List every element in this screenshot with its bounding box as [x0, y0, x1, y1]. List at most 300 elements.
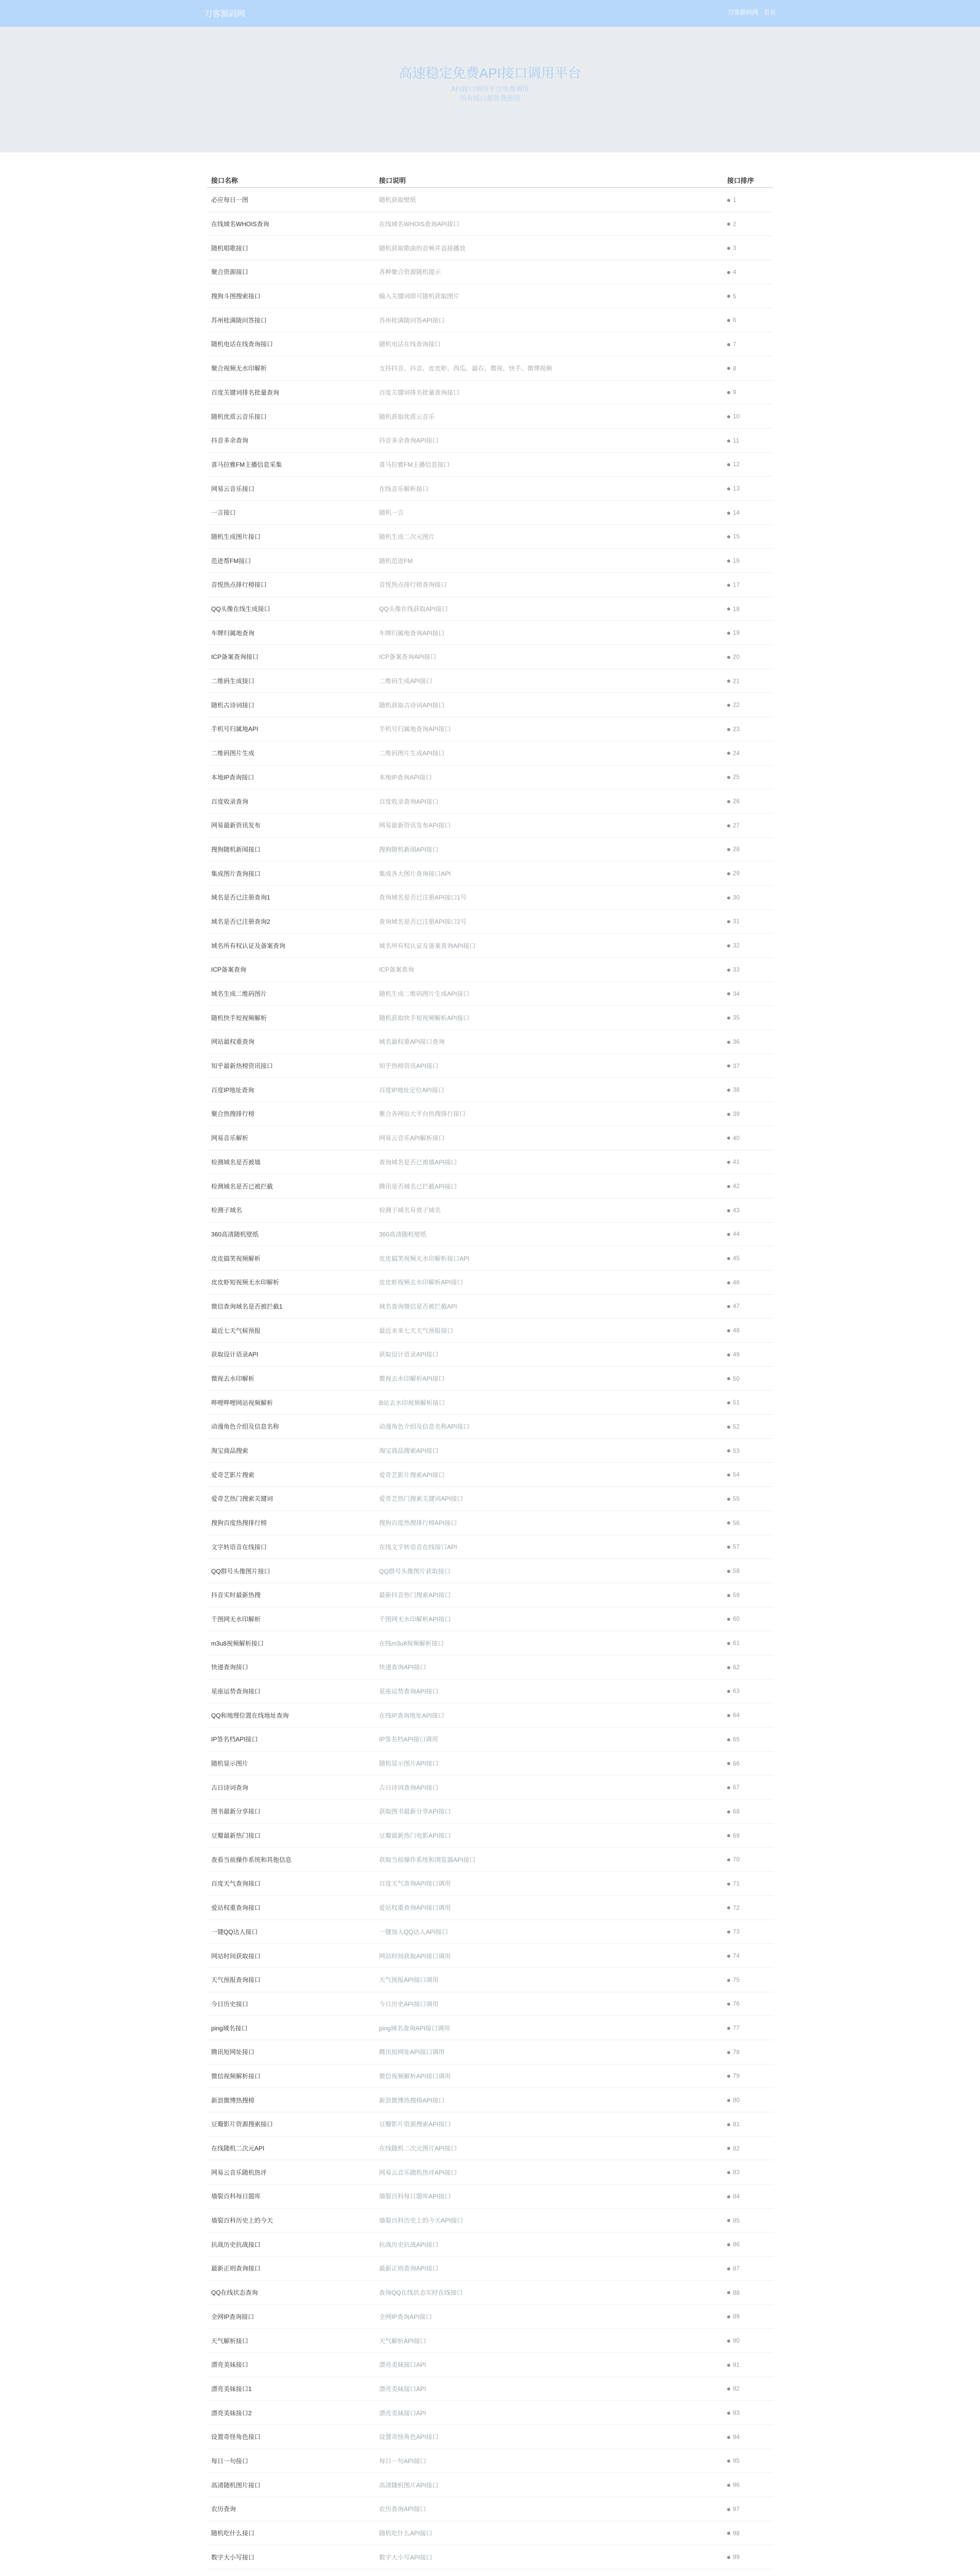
api-order-cell	[723, 2136, 773, 2160]
table-row[interactable]	[207, 1703, 773, 1727]
api-order: 71	[733, 1879, 740, 1887]
table-row[interactable]	[207, 621, 773, 645]
table-row[interactable]	[207, 1246, 773, 1270]
api-order: 13	[733, 485, 740, 493]
api-name[interactable]: 快递查询接口	[207, 1655, 375, 1679]
api-description: QQ群号头像图片获取接口	[375, 1559, 723, 1583]
table-row[interactable]	[207, 693, 773, 717]
order-dot-icon	[727, 1930, 730, 1934]
table-row[interactable]	[207, 669, 773, 693]
api-order-cell	[723, 1535, 773, 1559]
api-order: 48	[733, 1327, 740, 1334]
api-description: 每日一句API接口	[375, 2449, 723, 2473]
api-name[interactable]	[207, 2569, 375, 2576]
api-name[interactable]: 聚合热搜排行榜	[207, 1102, 375, 1126]
api-description: 检测子域名有效子域名	[375, 1198, 723, 1222]
api-order: 79	[733, 2072, 740, 2080]
api-name[interactable]: 漂亮美妹接口2	[207, 2401, 375, 2425]
api-name[interactable]: 皮皮搞笑视频解析	[207, 1246, 375, 1270]
table-row[interactable]	[207, 1920, 773, 1944]
api-description: 全网IP查询API接口	[375, 2304, 723, 2329]
order-dot-icon	[727, 560, 730, 563]
api-description: 漂亮美妹接口API	[375, 2401, 723, 2425]
table-row[interactable]	[207, 1872, 773, 1896]
order-dot-icon	[727, 1449, 730, 1452]
order-dot-icon	[727, 2291, 730, 2294]
api-name[interactable]: 网易云音乐接口	[207, 477, 375, 501]
api-order: 97	[733, 2505, 740, 2513]
table-row[interactable]	[207, 2377, 773, 2401]
table-row[interactable]	[207, 1078, 773, 1102]
api-name[interactable]: 百度IP地址查询	[207, 1078, 375, 1102]
table-row[interactable]	[207, 981, 773, 1006]
api-name[interactable]: 最近七天气候预报	[207, 1318, 375, 1343]
api-name[interactable]: 域名是否已注册查询1	[207, 885, 375, 909]
api-order-cell	[723, 1631, 773, 1655]
table-row[interactable]	[207, 2304, 773, 2329]
api-name[interactable]: 域名生成二维码图片	[207, 981, 375, 1006]
api-name[interactable]: 网站时间获取接口	[207, 1944, 375, 1968]
api-description: 随机范进FM	[375, 549, 723, 573]
api-name[interactable]: 天气预报查询接口	[207, 1968, 375, 1992]
table-row[interactable]	[207, 1343, 773, 1367]
api-order-cell	[723, 1415, 773, 1439]
api-name[interactable]: 爱奇艺热门搜索关键词	[207, 1487, 375, 1511]
api-name[interactable]: 一言接口	[207, 500, 375, 524]
api-name[interactable]: 360高清随机壁纸	[207, 1222, 375, 1246]
table-row[interactable]	[207, 597, 773, 621]
order-dot-icon	[727, 752, 730, 755]
order-dot-icon	[727, 1883, 730, 1886]
api-order-cell	[723, 2377, 773, 2401]
table-row[interactable]	[207, 2184, 773, 2209]
api-order: 95	[733, 2457, 740, 2465]
table-row[interactable]	[207, 1198, 773, 1222]
api-name[interactable]: 检测子域名	[207, 1198, 375, 1222]
api-order-cell	[723, 332, 773, 357]
api-name[interactable]: ICP备案查询	[207, 958, 375, 982]
api-name[interactable]: 抖音多余查询	[207, 428, 375, 452]
api-order: 2	[733, 220, 736, 228]
api-name[interactable]: 皮皮虾短视频无水印解析	[207, 1270, 375, 1294]
api-name[interactable]: 搜狗百度热搜排行榜	[207, 1511, 375, 1535]
table-row[interactable]	[207, 1823, 773, 1848]
api-order-cell	[723, 1800, 773, 1824]
table-row[interactable]	[207, 1054, 773, 1078]
table-row[interactable]	[207, 2257, 773, 2281]
table-row[interactable]	[207, 2545, 773, 2569]
table-row[interactable]	[207, 188, 773, 212]
api-name[interactable]: 百度收录查询	[207, 789, 375, 814]
api-name[interactable]: 漂亮美妹接口	[207, 2352, 375, 2377]
table-row[interactable]	[207, 549, 773, 573]
order-dot-icon	[727, 944, 730, 947]
order-dot-icon	[727, 295, 730, 298]
api-description: 获取图书最新分享API接口	[375, 1800, 723, 1824]
order-dot-icon	[727, 1353, 730, 1357]
api-name[interactable]: 搜狗随机新闻接口	[207, 837, 375, 861]
api-name[interactable]: 网站最权重查询	[207, 1030, 375, 1054]
table-row[interactable]	[207, 717, 773, 741]
api-name[interactable]: 聚合视频无水印解析	[207, 356, 375, 380]
api-name[interactable]: 在线域名WHOIS查询	[207, 212, 375, 236]
api-order-cell	[723, 1054, 773, 1078]
api-name[interactable]: 网易最新资讯发布	[207, 813, 375, 837]
api-name[interactable]: 手机号归属地API	[207, 717, 375, 741]
order-dot-icon	[727, 2387, 730, 2391]
api-name[interactable]: 随机唱歌接口	[207, 236, 375, 260]
api-description: 豆瓣最新热门电影API接口	[375, 1823, 723, 1848]
table-row[interactable]	[207, 1631, 773, 1655]
api-description: 聚合各网站大平台热搜排行接口	[375, 1102, 723, 1126]
table-row[interactable]	[207, 1438, 773, 1463]
api-order: 75	[733, 1976, 740, 1984]
api-order: 91	[733, 2361, 740, 2368]
api-order: 93	[733, 2409, 740, 2417]
top-nav-links[interactable]: 刀客源码网 · 首页	[727, 9, 776, 16]
table-row[interactable]	[207, 2280, 773, 2304]
table-row[interactable]	[207, 2040, 773, 2064]
api-order-cell	[723, 1920, 773, 1944]
api-description: 网站时间获取API接口调用	[375, 1944, 723, 1968]
table-row[interactable]	[207, 2569, 773, 2576]
table-row[interactable]	[207, 2521, 773, 2545]
api-description: 腾讯是否域名已拦截API接口	[375, 1174, 723, 1198]
api-name[interactable]: 墙裂百科每日题库	[207, 2184, 375, 2209]
api-name[interactable]: 微信查询域名是否被拦截1	[207, 1294, 375, 1318]
table-row[interactable]	[207, 1727, 773, 1752]
table-row[interactable]	[207, 452, 773, 477]
table-row[interactable]	[207, 645, 773, 669]
table-row[interactable]	[207, 1294, 773, 1318]
api-order-cell	[723, 2064, 773, 2088]
order-dot-icon	[727, 2532, 730, 2535]
api-description: 古日诗词查询API接口	[375, 1775, 723, 1800]
api-order: 44	[733, 1230, 740, 1238]
table-row[interactable]	[207, 1655, 773, 1679]
api-name[interactable]: 新浪微博热搜榜	[207, 2088, 375, 2112]
api-description: 各种聚合资源随机提示	[375, 260, 723, 284]
table-row[interactable]	[207, 1848, 773, 1872]
table-row[interactable]	[207, 1030, 773, 1054]
api-description: 域名最权重API接口查询	[375, 1030, 723, 1054]
table-row[interactable]	[207, 2449, 773, 2473]
api-description: 数字大小写API接口	[375, 2545, 723, 2569]
api-name[interactable]: 淘宝商品搜索	[207, 1438, 375, 1463]
api-description: 墙裂百科历史上的今天API接口	[375, 2208, 723, 2232]
api-name[interactable]: 微视去水印解析	[207, 1366, 375, 1391]
api-name[interactable]: 天气解析接口	[207, 2329, 375, 2353]
api-name[interactable]: 千图网无水印解析	[207, 1607, 375, 1631]
api-name[interactable]: 爱站权重查询接口	[207, 1895, 375, 1920]
api-order-cell	[723, 188, 773, 212]
table-row[interactable]	[207, 1318, 773, 1343]
table-row[interactable]	[207, 789, 773, 814]
api-name[interactable]: 知乎最新热榜资讯接口	[207, 1054, 375, 1078]
api-order: 57	[733, 1543, 740, 1551]
api-name[interactable]: 豆瓣最新热门接口	[207, 1823, 375, 1848]
order-dot-icon	[727, 2099, 730, 2102]
api-name[interactable]: 全网IP查询接口	[207, 2304, 375, 2329]
api-order: 30	[733, 893, 740, 901]
api-order-cell	[723, 1727, 773, 1752]
api-name[interactable]: 农历查询	[207, 2497, 375, 2521]
table-row[interactable]	[207, 2497, 773, 2521]
api-order: 16	[733, 557, 740, 565]
api-name[interactable]: 喜马拉雅FM主播信息采集	[207, 452, 375, 477]
order-dot-icon	[727, 463, 730, 466]
api-order: 52	[733, 1422, 740, 1430]
api-name[interactable]: 今日历史接口	[207, 1992, 375, 2016]
order-dot-icon	[727, 1762, 730, 1765]
api-name[interactable]: 范进帮FM接口	[207, 549, 375, 573]
table-row[interactable]	[207, 573, 773, 597]
table-row[interactable]	[207, 934, 773, 958]
order-dot-icon	[727, 1113, 730, 1116]
table-row[interactable]	[207, 1775, 773, 1800]
api-name[interactable]: 墙裂百科历史上的今天	[207, 2208, 375, 2232]
table-row[interactable]	[207, 2064, 773, 2088]
api-name[interactable]: 星座运势查询接口	[207, 1679, 375, 1703]
api-name[interactable]: QQ群号头像图片接口	[207, 1559, 375, 1583]
api-name[interactable]: 集成图片查询接口	[207, 861, 375, 886]
table-row[interactable]	[207, 1751, 773, 1775]
api-order: 98	[733, 2529, 740, 2537]
api-name[interactable]: 每日一句接口	[207, 2449, 375, 2473]
api-name[interactable]: 音悦热点排行榜接口	[207, 573, 375, 597]
table-row[interactable]	[207, 380, 773, 404]
order-dot-icon	[727, 512, 730, 515]
table-row[interactable]	[207, 2401, 773, 2425]
api-name[interactable]: 文字转语音在线接口	[207, 1535, 375, 1559]
api-name[interactable]: 随机显示图片	[207, 1751, 375, 1775]
api-description: 支持抖音、抖音、皮皮虾、西瓜、最右、微视、快手、微博视频	[375, 356, 723, 380]
api-order-cell	[723, 1270, 773, 1294]
api-name[interactable]: 二维码图片生成	[207, 741, 375, 765]
table-row[interactable]	[207, 1222, 773, 1246]
order-dot-icon	[727, 1233, 730, 1236]
api-name[interactable]: ping域名接口	[207, 2016, 375, 2040]
api-name[interactable]: 车牌归属地查询	[207, 621, 375, 645]
api-order-cell	[723, 2545, 773, 2569]
api-description: 最近未来七天天气预报接口	[375, 1318, 723, 1343]
api-name[interactable]: 动漫角色介绍及信息名称	[207, 1415, 375, 1439]
api-order: 70	[733, 1856, 740, 1863]
order-dot-icon	[727, 2267, 730, 2270]
table-row[interactable]	[207, 212, 773, 236]
api-name[interactable]: 设置奇怪角色接口	[207, 2425, 375, 2449]
order-dot-icon	[727, 2315, 730, 2318]
table-row[interactable]	[207, 885, 773, 909]
api-name[interactable]: 网易音乐解析	[207, 1126, 375, 1150]
api-name[interactable]: 随机快手短视频解析	[207, 1006, 375, 1030]
api-name[interactable]: 在线随机二次元API	[207, 2136, 375, 2160]
api-name[interactable]: m3u8视频解析接口	[207, 1631, 375, 1655]
api-name[interactable]: 搜狗斗图搜索接口	[207, 284, 375, 308]
table-row[interactable]	[207, 1150, 773, 1174]
table-row[interactable]	[207, 477, 773, 501]
order-dot-icon	[727, 1546, 730, 1549]
api-name[interactable]: 数字大小写接口	[207, 2545, 375, 2569]
table-row[interactable]	[207, 837, 773, 861]
api-name[interactable]: 随机电话在线查询接口	[207, 332, 375, 357]
table-row[interactable]	[207, 2208, 773, 2232]
table-row[interactable]	[207, 813, 773, 837]
api-name[interactable]: 本地IP查询接口	[207, 765, 375, 789]
table-row[interactable]	[207, 356, 773, 380]
api-name[interactable]: 检测域名是否被墙	[207, 1150, 375, 1174]
table-row[interactable]	[207, 308, 773, 332]
api-order: 34	[733, 990, 740, 997]
api-order: 47	[733, 1302, 740, 1310]
api-description	[375, 2569, 723, 2576]
table-row[interactable]	[207, 1270, 773, 1294]
table-row[interactable]	[207, 1583, 773, 1607]
table-row[interactable]	[207, 332, 773, 357]
table-row[interactable]	[207, 1391, 773, 1415]
api-order-cell	[723, 2160, 773, 2184]
api-order: 82	[733, 2144, 740, 2152]
order-dot-icon	[727, 1642, 730, 1645]
table-row[interactable]	[207, 1607, 773, 1631]
api-name[interactable]: 最新正则查询接口	[207, 2257, 375, 2281]
api-description: 新浪微博热搜榜API接口	[375, 2088, 723, 2112]
table-row[interactable]	[207, 861, 773, 886]
table-row[interactable]	[207, 1968, 773, 1992]
table-row[interactable]	[207, 1944, 773, 1968]
api-order-cell	[723, 212, 773, 236]
table-row[interactable]	[207, 1559, 773, 1583]
table-row[interactable]	[207, 2329, 773, 2353]
api-name[interactable]: 百度关键词排名批量查询	[207, 380, 375, 404]
api-name[interactable]: 必应每日一图	[207, 188, 375, 212]
api-name[interactable]: 二维码生成接口	[207, 669, 375, 693]
api-name[interactable]: 查看当前操作系统和其他信息	[207, 1848, 375, 1872]
api-order: 67	[733, 1784, 740, 1791]
api-name[interactable]: 豆瓣影片资源搜索接口	[207, 2112, 375, 2137]
api-name[interactable]: 爱奇艺影片搜索	[207, 1463, 375, 1487]
api-name[interactable]: QQ和地理位置在线地址查询	[207, 1703, 375, 1727]
api-name[interactable]: 古日诗词查询	[207, 1775, 375, 1800]
api-name[interactable]: 检测域名是否已被拦截	[207, 1174, 375, 1198]
api-name[interactable]: 一键QQ达人接口	[207, 1920, 375, 1944]
api-order: 85	[733, 2216, 740, 2224]
api-name[interactable]: 抗战历史抗战接口	[207, 2232, 375, 2257]
table-row[interactable]	[207, 741, 773, 765]
api-name[interactable]: 漂亮美妹接口1	[207, 2377, 375, 2401]
table-row[interactable]	[207, 1463, 773, 1487]
table-row[interactable]	[207, 2112, 773, 2137]
api-name[interactable]: 微信视频解析接口	[207, 2064, 375, 2088]
table-row[interactable]	[207, 260, 773, 284]
table-row[interactable]	[207, 2232, 773, 2257]
order-dot-icon	[727, 1786, 730, 1789]
table-row[interactable]	[207, 2136, 773, 2160]
table-row[interactable]	[207, 1126, 773, 1150]
api-name[interactable]: 随机优质云音乐接口	[207, 404, 375, 429]
api-name[interactable]: 百度天气查询接口	[207, 1872, 375, 1896]
table-row[interactable]	[207, 1535, 773, 1559]
table-row[interactable]	[207, 1992, 773, 2016]
site-brand[interactable]: 刀客源码网	[204, 10, 246, 19]
api-name[interactable]: 抖音实时最新热搜	[207, 1583, 375, 1607]
table-row[interactable]	[207, 2088, 773, 2112]
api-order-cell	[723, 1463, 773, 1487]
table-row[interactable]	[207, 1366, 773, 1391]
table-row[interactable]	[207, 909, 773, 934]
api-name[interactable]: 图书最新分享接口	[207, 1800, 375, 1824]
api-name[interactable]: ICP备案查询接口	[207, 645, 375, 669]
order-dot-icon	[727, 1016, 730, 1020]
table-row[interactable]	[207, 1895, 773, 1920]
api-name[interactable]: 随机生成图片接口	[207, 524, 375, 549]
table-row[interactable]	[207, 1487, 773, 1511]
table-row[interactable]	[207, 958, 773, 982]
api-description: B站去水印视频解析接口	[375, 1391, 723, 1415]
api-name[interactable]: 域名是否已注册查询2	[207, 909, 375, 934]
api-order: 92	[733, 2385, 740, 2393]
api-name[interactable]: 随机古诗词接口	[207, 693, 375, 717]
order-dot-icon	[727, 1377, 730, 1380]
api-name[interactable]: 随机吃什么接口	[207, 2521, 375, 2545]
table-row[interactable]	[207, 1102, 773, 1126]
api-name[interactable]: 腾讯短网址接口	[207, 2040, 375, 2064]
api-order: 73	[733, 1928, 740, 1936]
api-order: 17	[733, 581, 740, 588]
table-row[interactable]	[207, 1006, 773, 1030]
api-name[interactable]: 域名所有权认证及备案查询	[207, 934, 375, 958]
table-row[interactable]	[207, 236, 773, 260]
api-order-cell	[723, 260, 773, 284]
table-row[interactable]	[207, 2160, 773, 2184]
table-row[interactable]	[207, 2425, 773, 2449]
api-name[interactable]: 高清随机图片接口	[207, 2473, 375, 2497]
table-row[interactable]	[207, 428, 773, 452]
api-description: 本地IP查询API接口	[375, 765, 723, 789]
order-dot-icon	[727, 2436, 730, 2439]
table-row[interactable]	[207, 404, 773, 429]
order-dot-icon	[727, 896, 730, 900]
table-row[interactable]	[207, 1174, 773, 1198]
api-name[interactable]: QQ在线状态查询	[207, 2280, 375, 2304]
api-name[interactable]: 聚合资源接口	[207, 260, 375, 284]
table-row[interactable]	[207, 1679, 773, 1703]
table-row[interactable]	[207, 765, 773, 789]
api-description: 搜狗随机新闻API接口	[375, 837, 723, 861]
api-name[interactable]: 苏州桂满陇问答接口	[207, 308, 375, 332]
api-name[interactable]: 网易云音乐随机热评	[207, 2160, 375, 2184]
table-row[interactable]	[207, 2016, 773, 2040]
table-row[interactable]	[207, 284, 773, 308]
api-name[interactable]: IP签名档API接口	[207, 1727, 375, 1752]
api-order: 8	[733, 364, 736, 372]
table-row[interactable]	[207, 524, 773, 549]
api-order-cell	[723, 1679, 773, 1703]
table-row[interactable]	[207, 1511, 773, 1535]
table-row[interactable]	[207, 1800, 773, 1824]
api-order-cell	[723, 645, 773, 669]
table-row[interactable]	[207, 500, 773, 524]
api-name[interactable]: 哔哩哔哩网站视频解析	[207, 1391, 375, 1415]
table-row[interactable]	[207, 2473, 773, 2497]
api-name[interactable]: 获取设计语录API	[207, 1343, 375, 1367]
order-dot-icon	[727, 584, 730, 587]
api-name[interactable]: QQ头像在线生成接口	[207, 597, 375, 621]
table-row[interactable]	[207, 1415, 773, 1439]
table-row[interactable]	[207, 2352, 773, 2377]
order-dot-icon	[727, 319, 730, 322]
order-dot-icon	[727, 367, 730, 370]
